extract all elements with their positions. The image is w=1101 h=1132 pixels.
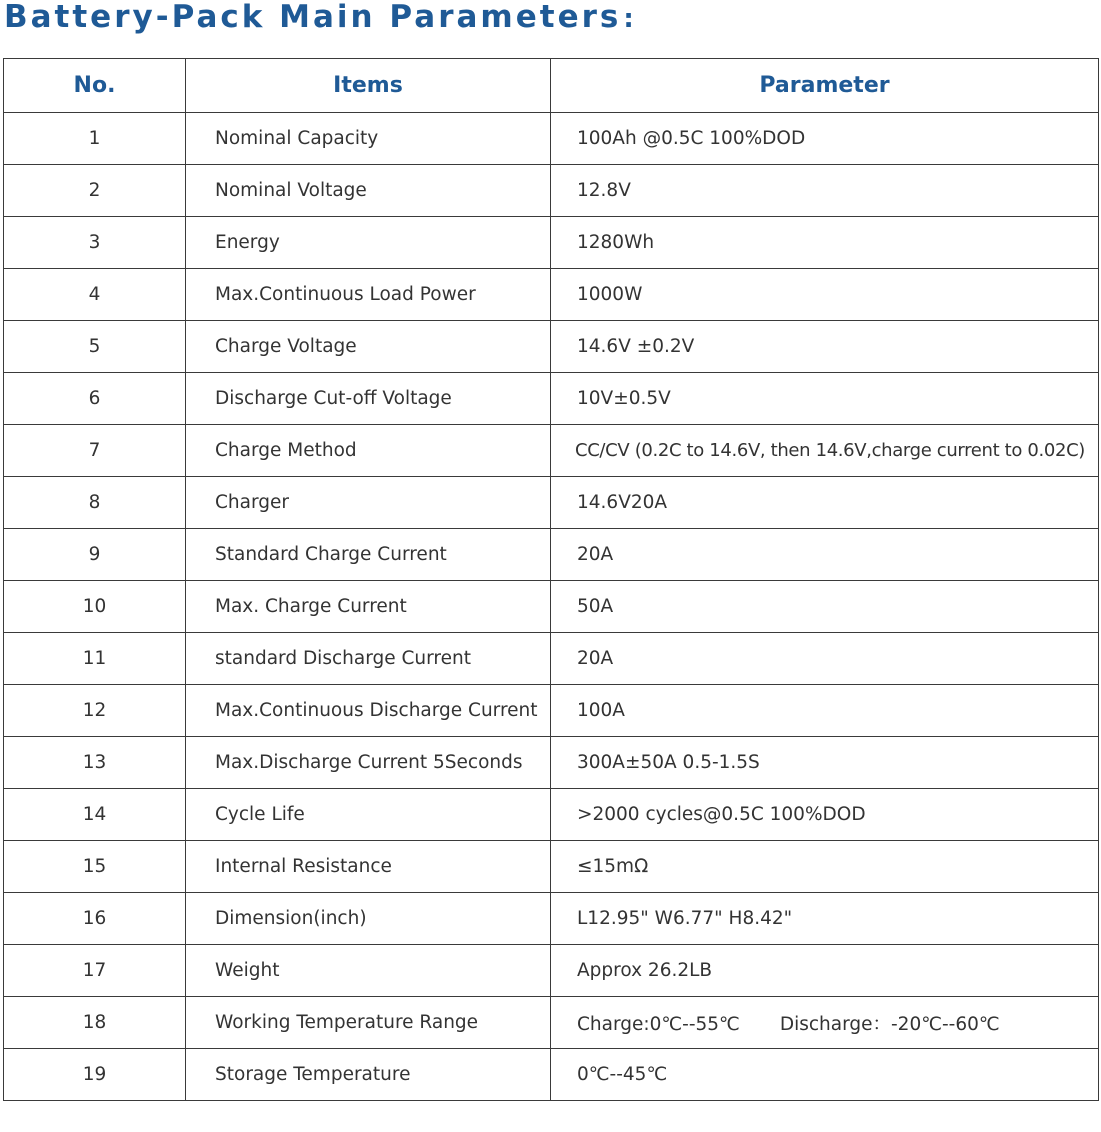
row-number: 4 [4, 269, 186, 321]
row-item: Nominal Voltage [186, 165, 551, 217]
table-row [4, 945, 1099, 997]
row-parameter [551, 997, 1099, 1049]
table-row [4, 373, 1099, 425]
row-parameter: 1280Wh [551, 217, 1099, 269]
row-item: Max.Discharge Current 5Seconds [186, 737, 551, 789]
page-title [4, 0, 634, 38]
row-item: Max.Continuous Load Power [186, 269, 551, 321]
table-row [4, 737, 1099, 789]
row-number: 8 [4, 477, 186, 529]
header-parameter: Parameter [551, 59, 1099, 113]
row-parameter: ≤15mΩ [551, 841, 1099, 893]
row-parameter: 50A [551, 581, 1099, 633]
row-parameter: 100Ah @0.5C 100%DOD [551, 113, 1099, 165]
row-item: Standard Charge Current [186, 529, 551, 581]
row-number: 6 [4, 373, 186, 425]
table-row [4, 841, 1099, 893]
table-row [4, 269, 1099, 321]
row-item: Discharge Cut-off Voltage [186, 373, 551, 425]
row-parameter: 0℃--45℃ [551, 1049, 1099, 1101]
row-item: standard Discharge Current [186, 633, 551, 685]
row-number: 3 [4, 217, 186, 269]
header-no: No. [4, 59, 186, 113]
table-row [4, 425, 1099, 477]
row-number: 18 [4, 997, 186, 1049]
row-parameter: L12.95" W6.77" H8.42" [551, 893, 1099, 945]
row-number: 16 [4, 893, 186, 945]
table-row [4, 165, 1099, 217]
row-item: Working Temperature Range [186, 997, 551, 1049]
row-number: 1 [4, 113, 186, 165]
table-row [4, 1049, 1099, 1101]
table-row [4, 217, 1099, 269]
row-parameter: 300A±50A 0.5-1.5S [551, 737, 1099, 789]
row-item: Dimension(inch) [186, 893, 551, 945]
row-item: Charger [186, 477, 551, 529]
row-parameter: CC/CV (0.2C to 14.6V, then 14.6V,charge current to 0.02C) [551, 425, 1099, 477]
row-parameter: >2000 cycles@0.5C 100%DOD [551, 789, 1099, 841]
row-parameter: 10V±0.5V [551, 373, 1099, 425]
row-item: Cycle Life [186, 789, 551, 841]
table-row [4, 321, 1099, 373]
row-number: 14 [4, 789, 186, 841]
row-parameter: 100A [551, 685, 1099, 737]
row-item: Charge Method [186, 425, 551, 477]
table-header-row [4, 59, 1099, 113]
row-item: Nominal Capacity [186, 113, 551, 165]
discharge-temperature: Discharge：-20℃--60℃ [779, 1013, 1000, 1035]
row-item: Max. Charge Current [186, 581, 551, 633]
row-number: 17 [4, 945, 186, 997]
row-item: Energy [186, 217, 551, 269]
row-number: 7 [4, 425, 186, 477]
row-number: 19 [4, 1049, 186, 1101]
table-row [4, 893, 1099, 945]
table-row [4, 529, 1099, 581]
row-number: 2 [4, 165, 186, 217]
table-row [4, 581, 1099, 633]
row-number: 12 [4, 685, 186, 737]
header-items: Items [186, 59, 551, 113]
table-row [4, 685, 1099, 737]
row-parameter: 20A [551, 529, 1099, 581]
row-parameter: 20A [551, 633, 1099, 685]
row-item: Charge Voltage [186, 321, 551, 373]
parameters-table [3, 58, 1099, 1101]
page-title-text: Battery-Pack Main Parameters [4, 0, 622, 35]
row-parameter: Approx 26.2LB [551, 945, 1099, 997]
row-parameter: 1000W [551, 269, 1099, 321]
row-number: 15 [4, 841, 186, 893]
table-row [4, 113, 1099, 165]
row-item: Max.Continuous Discharge Current [186, 685, 551, 737]
table-row [4, 477, 1099, 529]
row-parameter: 14.6V20A [551, 477, 1099, 529]
row-number: 13 [4, 737, 186, 789]
table-row [4, 633, 1099, 685]
row-number: 5 [4, 321, 186, 373]
row-item: Internal Resistance [186, 841, 551, 893]
table-row [4, 997, 1099, 1049]
row-item: Storage Temperature [186, 1049, 551, 1101]
table-row [4, 789, 1099, 841]
row-parameter: 14.6V ±0.2V [551, 321, 1099, 373]
charge-temperature: Charge:0℃--55℃ [577, 1013, 740, 1035]
title-colon: : [623, 4, 634, 34]
row-number: 11 [4, 633, 186, 685]
row-number: 9 [4, 529, 186, 581]
row-item: Weight [186, 945, 551, 997]
row-number: 10 [4, 581, 186, 633]
row-parameter: 12.8V [551, 165, 1099, 217]
